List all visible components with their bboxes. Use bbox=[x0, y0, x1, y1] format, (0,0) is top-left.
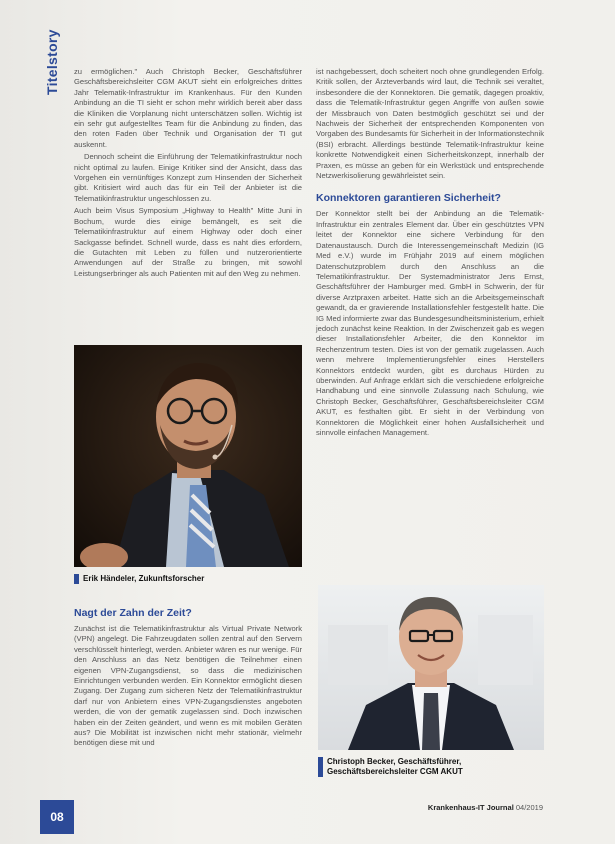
portrait-photo-becker bbox=[318, 585, 544, 750]
left-column-text bbox=[74, 67, 302, 281]
section-heading-konnektoren: Konnektoren garantieren Sicherheit? bbox=[316, 192, 501, 205]
left-paragraph-2: Dennoch scheint die Einführung der Telematikinfrastruktur noch nicht optimal zu laufen. Einige Kritiker sind der Ansicht, dass das Vorgehen ein vernünftiges Konzept zum Hinsenden der Sicherheit gibt. Kritisiert wird auch das für ein Teil der Anbieter ist die Telematikinfrastruktur ungeschlossen zu. bbox=[74, 152, 302, 203]
caption-marker bbox=[74, 574, 79, 584]
journal-name: Krankenhaus-IT Journal bbox=[427, 803, 514, 812]
caption-text: Erik Händeler, Zukunftsforscher bbox=[83, 574, 205, 583]
section-label: Titelstory bbox=[44, 29, 60, 95]
footer-journal bbox=[428, 803, 543, 812]
section-heading-nagt: Nagt der Zahn der Zeit? bbox=[74, 607, 192, 619]
left-column-section-2 bbox=[74, 598, 302, 751]
portrait-photo-haendeler bbox=[74, 345, 302, 567]
photo-caption-haendeler bbox=[74, 574, 302, 584]
right-paragraph-1: ist nachgebessert, doch scheitert noch ohne grundlegenden Erfolg. Kritik sollen, der Ärzteverbands wird laut, die Technik sei veraltet, insbesondere die der Konnektoren. Die gematik, dagegen proaktiv, dass die Telematik-Infrastruktur gegen Angriffe von außen sowie der Missbrauch von Daten bestmöglich geschützt sei und der Nachweis der Sicherheit der entsprechenden Komponenten von Vorgaben des Bundesamts für Sicherheit in der Informationstechnik (BSI) erbracht. Allerdings bestünde Telematik-Infrastruktur keine konkrette Notwendigkeit einen Sicherheitskonzept, innerhalb der Praxen, es müsse an geben für ein Werkstück und entsprechende Netzwerkisolierung gewährleistet sein. bbox=[316, 67, 544, 181]
photo-caption-becker bbox=[318, 757, 544, 777]
journal-issue: 04/2019 bbox=[515, 803, 543, 812]
caption-line-2: Geschäftsbereichsleiter CGM AKUT bbox=[327, 767, 463, 776]
left-paragraph-3: Auch beim Visus Symposium „Highway to Health" Mitte Juni in Bochum, wurde dies einige bemängelt, es seit die Telematikinfrastruktur auf einem Highway oder doch einer Sackgasse befindet. Schnell wurde, dass es naht dies erfordern, die Gutachten mit Leben zu füllen und nutzerorientierte Anwendungen auf der Straße zu bringen, mit sowohl Leistungserbringer als auch Patienten mit auf den Weg zu nehmen. bbox=[74, 206, 302, 278]
section2-paragraph: Zunächst ist die Telematikinfrastruktur als Virtual Private Network (VPN) angelegt. Die Fahrzeugdaten sollen zentral auf den Servern verschlüsselt hinterlegt, werden. Anbieter wären es nur wenige. Für den Anschluss an das Netz benötigen die Teilnehmer einen eigenen VPN-Zugangsdienst, so dass die medizinischen Einrichtungen verbunden werden. Ein Konnektor ermöglicht diesen Zugang. Der Zugang zum sicheren Netz der Telematikinfrastruktur darf nur von Anbietern eines VPN-Zugangsdienstes angeboten werden, die von der gematik zugelassen sind. Doch inzwischen haben ein der Zeiten geändert, und wenn es mit mobilen Geräten aus? Die Mobilität ist inzwischen nicht mehr stationär, vielmehr benötigen diese mit und bbox=[74, 624, 302, 748]
page-number: 08 bbox=[40, 800, 74, 834]
right-column-text bbox=[316, 67, 544, 440]
caption-line-1: Christoph Becker, Geschäftsführer, bbox=[327, 757, 462, 766]
left-paragraph-1: zu ermöglichen." Auch Christoph Becker, Geschäftsführer Geschäftsbereichsleiter CGM AKUT sieht ein erfolgreiches drittes Jahr Telematik-Infrastruktur im Krankenhaus. Für den Kunden Anbindung an die TI sieht er schon mehr wirklich bereit aber dass die Kliniken die Vorplanung nicht unterschätzen sollen. Wichtig ist ein sehr gut aufgestelltes Team für die Anbindung zu finden, das den roten Faden über Technik und Organisation der TI gut auskennt. bbox=[74, 67, 302, 149]
right-section-paragraph: Der Konnektor stellt bei der Anbindung an die Telematik-Infrastruktur ein zentrales Element dar. Über ein geschütztes VPN leitet der Konnektor eine sichere Verbindung für den Datenaustausch. Durch die Interessengemeinschaft Medizin (IG Med e.V.) wurde im Frühjahr 2019 auf einem möglichen Datenschutzproblem durch den Anschluss an die Telematikinfrastruktur. Der Systemadministrator Jens Ernst, Geschäftsführer der Hamburger med. GmbH in Schwerin, der für diverse Arztpraxen arbeitet. Hatte sich an die Arbeitsgemeinschaft gewandt, da er gravierende Installationsfehler festgestellt hatte. Die IG Med informierte zwar das Bundesgesundheitsministerium, erhielt jedoch zunächst keine Reaktion. In der Zwischenzeit gab es wegen dieser Installationsfehler Arbeiter, die den Konnektor im Rechenzentrum testen. Dies ist von der gematik zugelassen. Auch wenn mehrere Implementierungsfehler eines Herstellers Konnektors entdeckt wurden, gibt es durchaus Hürden zu überwinden. Auf Anfrage erklärt sich die verschiedene erfolgreiche Handhabung und eine sinnvolle Zulassung nach Schulung, wie Christoph Becker, Geschäftsführer, Geschäftsbereichsleiter CGM AKUT, es festhalten gibt. Er sieht in der Verbindung von Konnektoren die Möglichkeit einer hohen Ausfallsicherheit und sinnvolle einfachen Management. bbox=[316, 209, 544, 437]
caption-marker bbox=[318, 757, 323, 777]
